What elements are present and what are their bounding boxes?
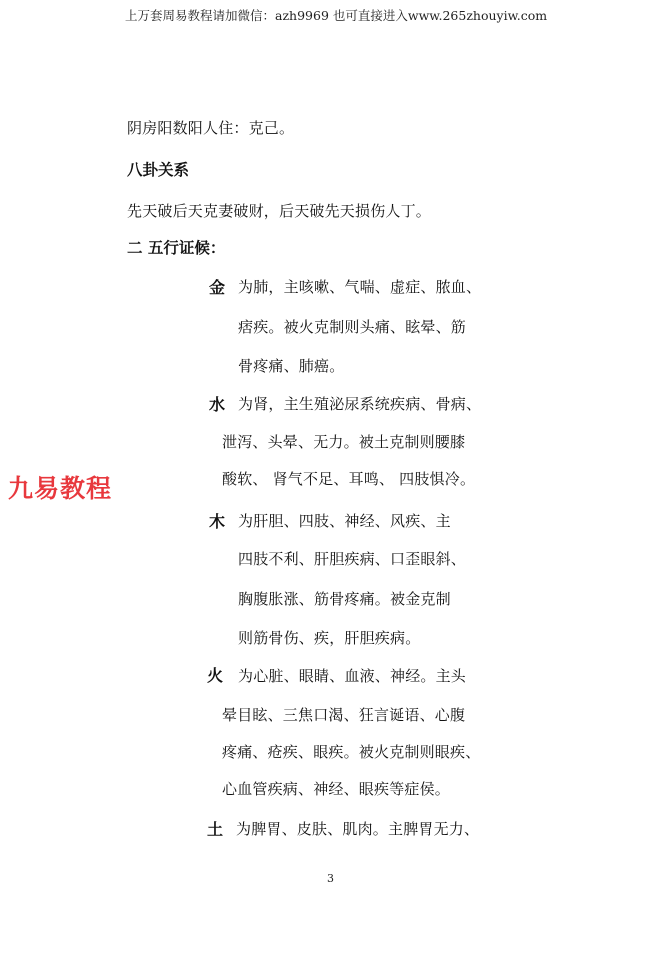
bagua-text: 先天破后天克妻破财，后天破先天损伤人丁。 bbox=[127, 202, 432, 220]
water-char: 水 bbox=[209, 395, 226, 414]
earth-line-1: 为脾胃、皮肤、肌肉。主脾胃无力、 bbox=[236, 820, 480, 838]
earth-char: 土 bbox=[207, 820, 224, 839]
water-line-2: 泄泻、头晕、无力。被土克制则腰膝 bbox=[222, 433, 466, 451]
water-line-1: 为肾，主生殖泌尿系统疾病、骨病、 bbox=[238, 395, 482, 413]
metal-char: 金 bbox=[209, 278, 226, 297]
wuxing-heading: 二 五行证候： bbox=[127, 239, 226, 257]
metal-line-1: 为肺，主咳嗽、气喘、虚症、脓血、 bbox=[238, 278, 482, 296]
page-number: 3 bbox=[327, 872, 334, 885]
wood-line-3: 胸腹胀涨、筋骨疼痛。被金克制 bbox=[238, 590, 451, 608]
fire-line-3: 疼痛、疮疾、眼疾。被火克制则眼疾、 bbox=[222, 743, 481, 761]
metal-line-3: 骨疼痛、肺癌。 bbox=[238, 357, 345, 375]
wood-char: 木 bbox=[209, 512, 226, 531]
header-banner: 上万套周易教程请加微信：azh9969 也可直接进入www.265zhouyiw.com bbox=[125, 8, 548, 23]
fire-line-2: 晕目眩、三焦口渴、狂言诞语、心腹 bbox=[222, 706, 466, 724]
watermark-logo: 九易教程 bbox=[8, 474, 113, 503]
wood-line-4: 则筋骨伤、疾，肝胆疾病。 bbox=[238, 629, 421, 647]
fire-char: 火 bbox=[207, 666, 224, 685]
wood-line-1: 为肝胆、四肢、神经、风疾、主 bbox=[238, 512, 451, 530]
fire-line-1: 为心脏、眼睛、血液、神经。主头 bbox=[238, 667, 467, 685]
bagua-heading: 八卦关系 bbox=[127, 161, 190, 179]
water-line-3: 酸软、 肾气不足、耳鸣、 四肢惧冷。 bbox=[222, 470, 476, 488]
wood-line-2: 四肢不利、肝胆疾病、口歪眼斜、 bbox=[238, 550, 467, 568]
intro-line: 阴房阳数阳人住：克己。 bbox=[127, 119, 295, 137]
fire-line-4: 心血管疾病、神经、眼疾等症侯。 bbox=[222, 780, 451, 798]
metal-line-2: 痞疾。被火克制则头痛、眩晕、筋 bbox=[238, 318, 467, 336]
